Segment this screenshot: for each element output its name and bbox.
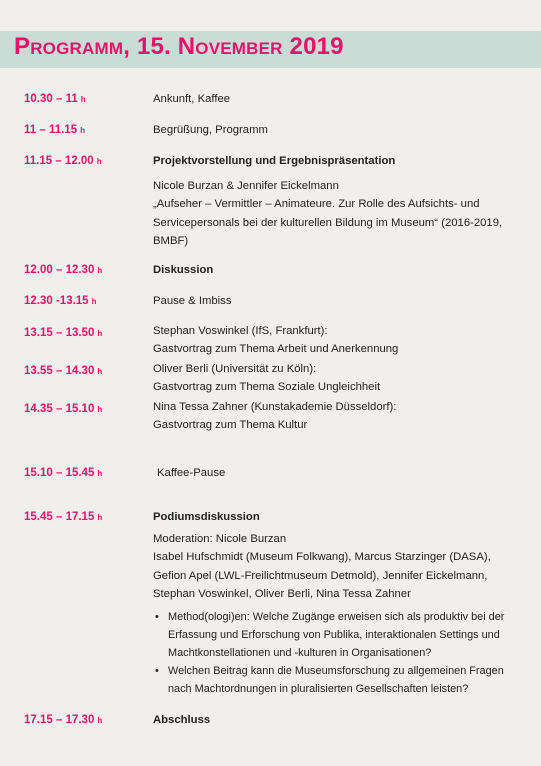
agenda-item: Pause & Imbiss: [153, 295, 232, 307]
time-slot: 15.10 – 15.45 h: [24, 467, 103, 479]
time-slot: 13.55 – 14.30 h: [24, 365, 103, 377]
discussion-questions: [153, 608, 525, 698]
discussion-question: • Method(ologi)en: Welche Zugänge erweisen sich als produktiv bei der Erfassung und Erforschung von Publika, interaktionalen Settings und Machtkonstellationen und -kulturen in Organisationen?: [153, 608, 525, 662]
time-slot: 12.30 -13.15 h: [24, 295, 97, 307]
agenda-item: Oliver Berli (Universität zu Köln):: [153, 363, 317, 375]
agenda-item-title: Podiumsdiskussion: [153, 511, 260, 523]
agenda-item: Stephan Voswinkel (IfS, Frankfurt):: [153, 325, 328, 337]
discussion-question: • Welchen Beitrag kann die Museumsforschung zu allgemeinen Fragen nach Machtordnungen in pluralisierten Gesellschaften leisten?: [153, 662, 525, 698]
agenda-item-title: Diskussion: [153, 264, 214, 276]
agenda-item-title: Projektvorstellung und Ergebnispräsentation: [153, 155, 396, 167]
time-slot: 11 – 11.15 h: [24, 124, 85, 136]
page-title: Programm, 15. November 2019: [14, 33, 344, 60]
time-slot: 14.35 – 15.10 h: [24, 403, 103, 415]
time-slot: 17.15 – 17.30 h: [24, 714, 103, 726]
agenda-item-subtitle: Gastvortrag zum Thema Soziale Ungleichheit: [153, 381, 381, 393]
agenda-item-title: Abschluss: [153, 714, 211, 726]
panel-members: Isabel Hufschmidt (Museum Folkwang), Marcus Starzinger (DASA), Gefion Apel (LWL-Freilichtmuseum Detmold), Jennifer Eickelmann, Stephan Voswinkel, Oliver Berli, Nina Tessa Zahner: [153, 551, 491, 600]
agenda-item: Ankunft, Kaffee: [153, 93, 231, 105]
time-slot: 11.15 – 12.00 h: [24, 155, 102, 167]
project-description: „Aufseher – Vermittler – Animateure. Zur Rolle des Aufsichts- und Servicepersonals bei der kulturellen Bildung im Museum“ (2016-2019, BMBF): [153, 198, 503, 247]
time-slot: 13.15 – 13.50 h: [24, 327, 103, 339]
time-slot: 12.00 – 12.30 h: [24, 264, 103, 276]
agenda-item: Begrüßung, Programm: [153, 124, 268, 136]
agenda-item-subtitle: Gastvortrag zum Thema Arbeit und Anerkennung: [153, 343, 399, 355]
agenda-item-subtitle: Gastvortrag zum Thema Kultur: [153, 419, 308, 431]
speakers: Nicole Burzan & Jennifer Eickelmann: [153, 180, 339, 192]
time-slot: 15.45 – 17.15 h: [24, 511, 103, 523]
agenda-item: Nina Tessa Zahner (Kunstakademie Düsseldorf):: [153, 401, 397, 413]
agenda-item: Kaffee-Pause: [157, 467, 226, 479]
moderation: Moderation: Nicole Burzan: [153, 533, 287, 545]
time-slot: 10.30 – 11 h: [24, 93, 86, 105]
